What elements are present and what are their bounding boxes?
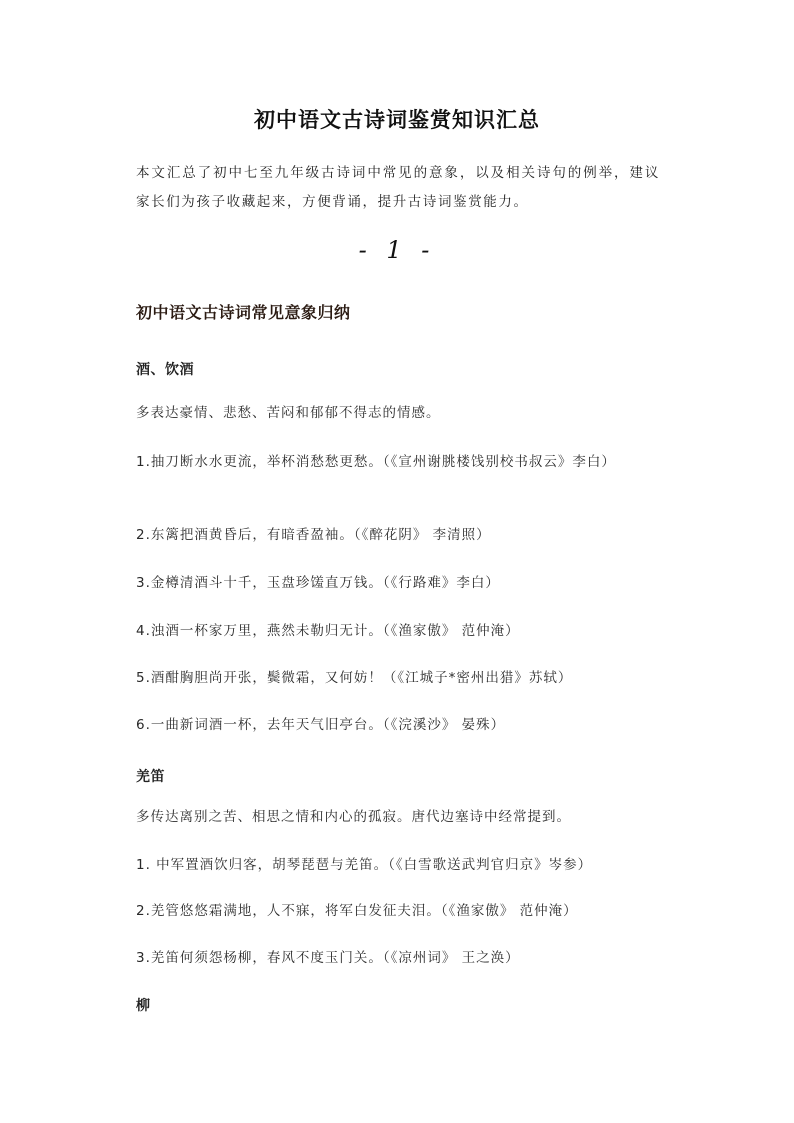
imagery-heading-qiangdi: 羌笛 bbox=[136, 769, 165, 785]
intro-paragraph: 本文汇总了初中七至九年级古诗词中常见的意象，以及相关诗句的例举，建议家长们为孩子收藏起来，方便背诵，提升古诗词鉴赏能力。 bbox=[136, 165, 660, 210]
imagery-description-wine: 多表达豪情、悲愁、苦闷和郁郁不得志的情感。 bbox=[136, 405, 441, 421]
page-number: - 1 - bbox=[358, 236, 436, 264]
example-line: 2.羌管悠悠霜满地，人不寐，将军白发征夫泪。（《渔家傲》 范仲淹） bbox=[136, 903, 578, 919]
example-line: 6.一曲新词酒一杯，去年天气旧亭台。（《浣溪沙》 晏殊） bbox=[136, 717, 506, 733]
example-line: 5.酒酣胸胆尚开张，鬓微霜，又何妨！（《江城子*密州出猎》苏轼） bbox=[136, 670, 573, 686]
example-line: 1.抽刀断水水更流，举杯消愁愁更愁。（《宣州谢朓楼饯别校书叔云》李白） bbox=[136, 454, 616, 470]
example-line: 1. 中军置酒饮归客，胡琴琵琶与羌笛。（《白雪歌送武判官归京》岑参） bbox=[136, 857, 593, 873]
section-heading: 初中语文古诗词常见意象归纳 bbox=[136, 303, 351, 322]
example-line: 3.金樽清酒斗十千，玉盘珍馐直万钱。（《行路难》李白） bbox=[136, 575, 500, 591]
example-line: 3.羌笛何须怨杨柳，春风不度玉门关。（《凉州词》 王之涣） bbox=[136, 950, 520, 966]
document-title: 初中语文古诗词鉴赏知识汇总 bbox=[254, 108, 540, 132]
imagery-description-qiangdi: 多传达离别之苦、相思之情和内心的孤寂。唐代边塞诗中经常提到。 bbox=[136, 809, 571, 825]
imagery-heading-willow: 柳 bbox=[136, 998, 151, 1014]
imagery-heading-wine: 酒、饮酒 bbox=[136, 362, 194, 378]
example-line: 4.浊酒一杯家万里，燕然未勒归无计。（《渔家傲》 范仲淹） bbox=[136, 623, 520, 639]
example-line: 2.东篱把酒黄昏后，有暗香盈袖。（《醉花阴》 李清照） bbox=[136, 527, 491, 543]
